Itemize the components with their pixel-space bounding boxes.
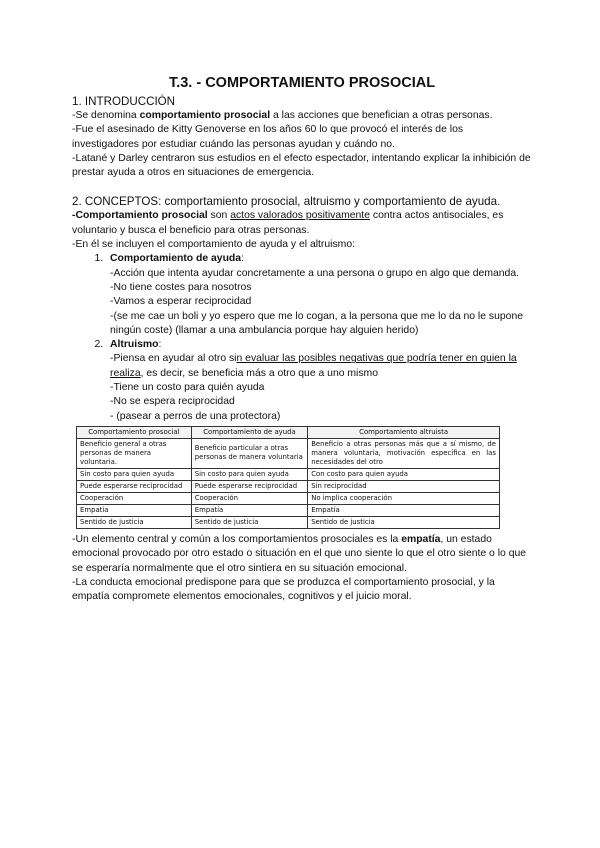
intro-paragraph-3: -Latané y Darley centraron sus estudios en el efecto espectador, intentando explicar la inhibición de prestar ayuda a otros en situaciones de emergencia. — [72, 152, 531, 179]
text: , un estado emocional provocado por otro estado o situación en el que uno siente lo que el otro siente o lo que se esperaría normalmente que el otro sintiera en su situación emocional. — [72, 533, 527, 574]
section-heading-concepts: 2. CONCEPTOS: comportamiento prosocial, altruismo y comportamiento de ayuda. — [72, 195, 501, 209]
table-cell: Empatía — [191, 504, 307, 516]
text: son — [207, 210, 231, 222]
table-header: Comportamiento prosocial — [77, 426, 192, 438]
table-cell: Con costo para quien ayuda — [308, 468, 500, 480]
list-line: -No tiene costes para nosotros — [110, 281, 252, 293]
text: -Se denomina — [72, 110, 140, 121]
table-cell: Cooperación — [77, 492, 192, 504]
list-line: -Vamos a esperar reciprocidad — [110, 296, 252, 308]
table-cell: Sentido de justicia — [191, 516, 307, 528]
table-cell: Sin reciprocidad — [308, 480, 500, 492]
table-row — [77, 468, 500, 480]
closing-paragraph-2: -La conducta emocional predispone para que se produzca el comportamiento prosocial, y la empatía compromete elementos emocionales, cognitivos y el juicio moral. — [72, 576, 495, 603]
table-cell: Puede esperarse reciprocidad — [77, 480, 192, 492]
list-line — [110, 352, 532, 381]
list-item-body — [110, 267, 532, 338]
intro-paragraph-2: -Fue el asesinado de Kitty Genoverse en los años 60 lo que provocó el interés de los investigadores por estudiar cuándo las personas ayudan y cuándo no. — [72, 124, 464, 150]
text: -Piensa en ayudar al otro si — [110, 353, 237, 365]
closing-paragraph-1 — [72, 533, 532, 576]
document-page — [72, 74, 532, 604]
underlined-text: actos valorados positivamente — [230, 210, 370, 222]
table-row — [77, 492, 500, 504]
text: , es decir, se beneficia más a otro que a uno mismo — [140, 367, 378, 379]
table-cell: No implica cooperación — [308, 492, 500, 504]
table-cell: Puede esperarse reciprocidad — [191, 480, 307, 492]
table-cell: Beneficio a otras personas más que a sí mismo, de manera voluntaria, motivación específica en las necesidades del otro — [308, 438, 500, 468]
table-cell: Sentido de justicia — [77, 516, 192, 528]
table-cell: Sentido de justicia — [308, 516, 500, 528]
table-cell: Beneficio particular a otras personas de manera voluntaria — [191, 438, 307, 468]
document-title: T.3. - COMPORTAMIENTO PROSOCIAL — [168, 75, 436, 91]
text: : — [158, 339, 162, 351]
list-line: -Acción que intenta ayudar concretamente a una persona o grupo en algo que demanda. — [110, 267, 519, 279]
list-line: -Tiene un costo para quién ayuda — [110, 382, 265, 394]
intro-paragraph-1 — [72, 109, 532, 123]
section-heading-intro: 1. INTRODUCCIÓN — [72, 95, 176, 108]
table-cell: Beneficio general a otras personas de manera voluntaria. — [77, 438, 192, 468]
text: -Un elemento central y común a los comportamientos prosociales es la — [72, 533, 402, 545]
list-line: -No se espera reciprocidad — [110, 396, 235, 408]
table-row — [77, 516, 500, 528]
table-cell: Empatía — [308, 504, 500, 516]
bold-term: comportamiento prosocial — [139, 110, 271, 121]
table-header: Comportamiento altruista — [308, 426, 500, 438]
list-item-title: Altruismo — [110, 339, 159, 351]
list-line: -(se me cae un boli y yo espero que me lo cogan, a la persona que me lo da no le supone ningún coste) (llamar a una ambulancia porque hay alguien herido) — [110, 310, 523, 336]
bold-term: -Comportamiento prosocial — [72, 210, 208, 222]
list-line: - (pasear a perros de una protectora) — [110, 410, 281, 422]
text: contra actos antisociales, es voluntario y busca el beneficio para otras personas. — [72, 210, 504, 236]
list-item-altruismo — [106, 338, 532, 424]
concepts-paragraph-1 — [72, 209, 532, 238]
list-item-body — [110, 352, 532, 423]
table-row — [77, 438, 500, 468]
comparison-table — [76, 426, 500, 529]
table-row — [77, 504, 500, 516]
table-row — [77, 480, 500, 492]
table-header: Comportamiento de ayuda — [191, 426, 307, 438]
list-item-ayuda — [106, 252, 532, 338]
bold-term: empatía — [401, 533, 441, 545]
text: a las acciones que benefician a otras personas. — [270, 110, 493, 121]
table-cell: Sin costo para quien ayuda — [77, 468, 192, 480]
list-item-title: Comportamiento de ayuda — [110, 253, 242, 265]
table-cell: Sin costo para quien ayuda — [191, 468, 307, 480]
text: : — [241, 253, 244, 265]
underlined-text: n evaluar las posibles negativas que podría tener en quien la realiza — [110, 353, 517, 379]
table-cell: Cooperación — [191, 492, 307, 504]
concepts-paragraph-2: -En él se incluyen el comportamiento de ayuda y el altruismo: — [72, 239, 355, 251]
table-cell: Empatía — [77, 504, 192, 516]
concepts-list — [72, 252, 532, 424]
